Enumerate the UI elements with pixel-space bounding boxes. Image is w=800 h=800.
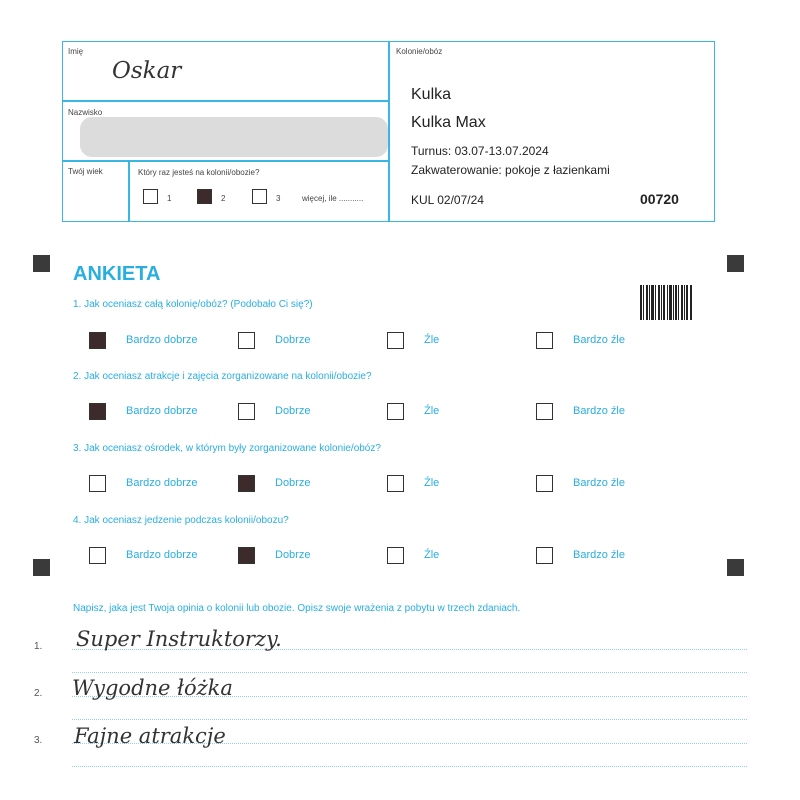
nazwisko-label: Nazwisko xyxy=(68,108,103,117)
kolonie-sub: Kulka Max xyxy=(411,114,486,131)
survey-title: ANKIETA xyxy=(73,263,161,285)
question-1-option-1-checkbox[interactable] xyxy=(89,332,106,349)
question-4-option-4-label: Bardzo źle xyxy=(573,549,625,561)
question-1-option-3-label: Źle xyxy=(424,334,440,346)
question-2-option-4-checkbox[interactable] xyxy=(536,403,553,420)
wiek-label: Twój wiek xyxy=(68,167,103,176)
question-3-option-4-checkbox[interactable] xyxy=(536,475,553,492)
question-3-text: 3. Jak oceniasz ośrodek, w którym były zorganizowane kolonie/obóz? xyxy=(73,443,381,454)
imie-value[interactable]: Oskar xyxy=(112,58,182,84)
ktory-raz-option-3: 3 xyxy=(276,194,281,203)
opinion-answer-3[interactable]: Fajne atrakcje xyxy=(74,724,226,748)
question-2-option-1-checkbox[interactable] xyxy=(89,403,106,420)
question-4-text: 4. Jak oceniasz jedzenie podczas kolonii/obozu? xyxy=(73,515,289,526)
registration-marker-top-left xyxy=(33,255,50,272)
question-4-option-2-label: Dobrze xyxy=(275,549,311,561)
ktory-raz-checkbox-3[interactable] xyxy=(252,189,267,204)
opinion-answer-2[interactable]: Wygodne łóżka xyxy=(72,676,233,700)
ktory-raz-checkbox-1[interactable] xyxy=(143,189,158,204)
ktory-raz-option-1: 1 xyxy=(167,194,172,203)
imie-label: Imię xyxy=(68,47,84,56)
opinion-line-number-2: 2. xyxy=(34,688,43,699)
question-1-option-2-checkbox[interactable] xyxy=(238,332,255,349)
ktory-raz-more: więcej, ile ........... xyxy=(302,194,364,203)
question-1-option-3-checkbox[interactable] xyxy=(387,332,404,349)
opinion-answer-1[interactable]: Super Instruktorzy. xyxy=(76,627,282,651)
ktory-raz-checkbox-2[interactable] xyxy=(197,189,212,204)
opinion-line-number-3: 3. xyxy=(34,735,43,746)
kolonie-number: 00720 xyxy=(640,191,679,207)
question-4-option-3-checkbox[interactable] xyxy=(387,547,404,564)
registration-marker-bottom-left xyxy=(33,559,50,576)
opinion-line-3b xyxy=(72,766,747,767)
turnus: Turnus: 03.07-13.07.2024 xyxy=(411,144,549,158)
ktory-raz-option-2: 2 xyxy=(221,194,226,203)
opinion-line-1b xyxy=(72,672,747,673)
question-3-option-2-checkbox[interactable] xyxy=(238,475,255,492)
question-2-option-2-label: Dobrze xyxy=(275,405,311,417)
kolonie-code: KUL 02/07/24 xyxy=(411,193,484,207)
question-3-option-1-label: Bardzo dobrze xyxy=(126,477,198,489)
question-3-option-1-checkbox[interactable] xyxy=(89,475,106,492)
question-4-option-1-checkbox[interactable] xyxy=(89,547,106,564)
question-1-text: 1. Jak oceniasz całą kolonię/obóz? (Podobało Ci się?) xyxy=(73,299,313,310)
question-4-option-2-checkbox[interactable] xyxy=(238,547,255,564)
question-2-option-3-checkbox[interactable] xyxy=(387,403,404,420)
ktory-raz-label: Który raz jesteś na kolonii/obozie? xyxy=(138,168,260,177)
question-2-text: 2. Jak oceniasz atrakcje i zajęcia zorganizowane na kolonii/obozie? xyxy=(73,371,372,382)
registration-marker-bottom-right xyxy=(727,559,744,576)
question-4-option-1-label: Bardzo dobrze xyxy=(126,549,198,561)
opinion-prompt: Napisz, jaka jest Twoja opinia o kolonii lub obozie. Opisz swoje wrażenia z pobytu w trzech zdaniach. xyxy=(73,603,521,614)
opinion-line-number-1: 1. xyxy=(34,641,43,652)
question-1-option-1-label: Bardzo dobrze xyxy=(126,334,198,346)
question-1-option-4-label: Bardzo źle xyxy=(573,334,625,346)
question-3-option-2-label: Dobrze xyxy=(275,477,311,489)
opinion-line-2b xyxy=(72,719,747,720)
question-3-option-3-label: Źle xyxy=(424,477,440,489)
question-2-option-4-label: Bardzo źle xyxy=(573,405,625,417)
barcode xyxy=(640,285,692,320)
question-4-option-4-checkbox[interactable] xyxy=(536,547,553,564)
question-3-option-4-label: Bardzo źle xyxy=(573,477,625,489)
question-3-option-3-checkbox[interactable] xyxy=(387,475,404,492)
question-1-option-4-checkbox[interactable] xyxy=(536,332,553,349)
question-4-option-3-label: Źle xyxy=(424,549,440,561)
kolonie-name: Kulka xyxy=(411,86,452,103)
zakwaterowanie: Zakwaterowanie: pokoje z łazienkami xyxy=(411,163,610,177)
registration-marker-top-right xyxy=(727,255,744,272)
question-2-option-3-label: Źle xyxy=(424,405,440,417)
question-2-option-1-label: Bardzo dobrze xyxy=(126,405,198,417)
question-1-option-2-label: Dobrze xyxy=(275,334,311,346)
kolonie-label: Kolonie/obóz xyxy=(396,47,443,56)
nazwisko-redacted xyxy=(80,117,388,157)
question-2-option-2-checkbox[interactable] xyxy=(238,403,255,420)
